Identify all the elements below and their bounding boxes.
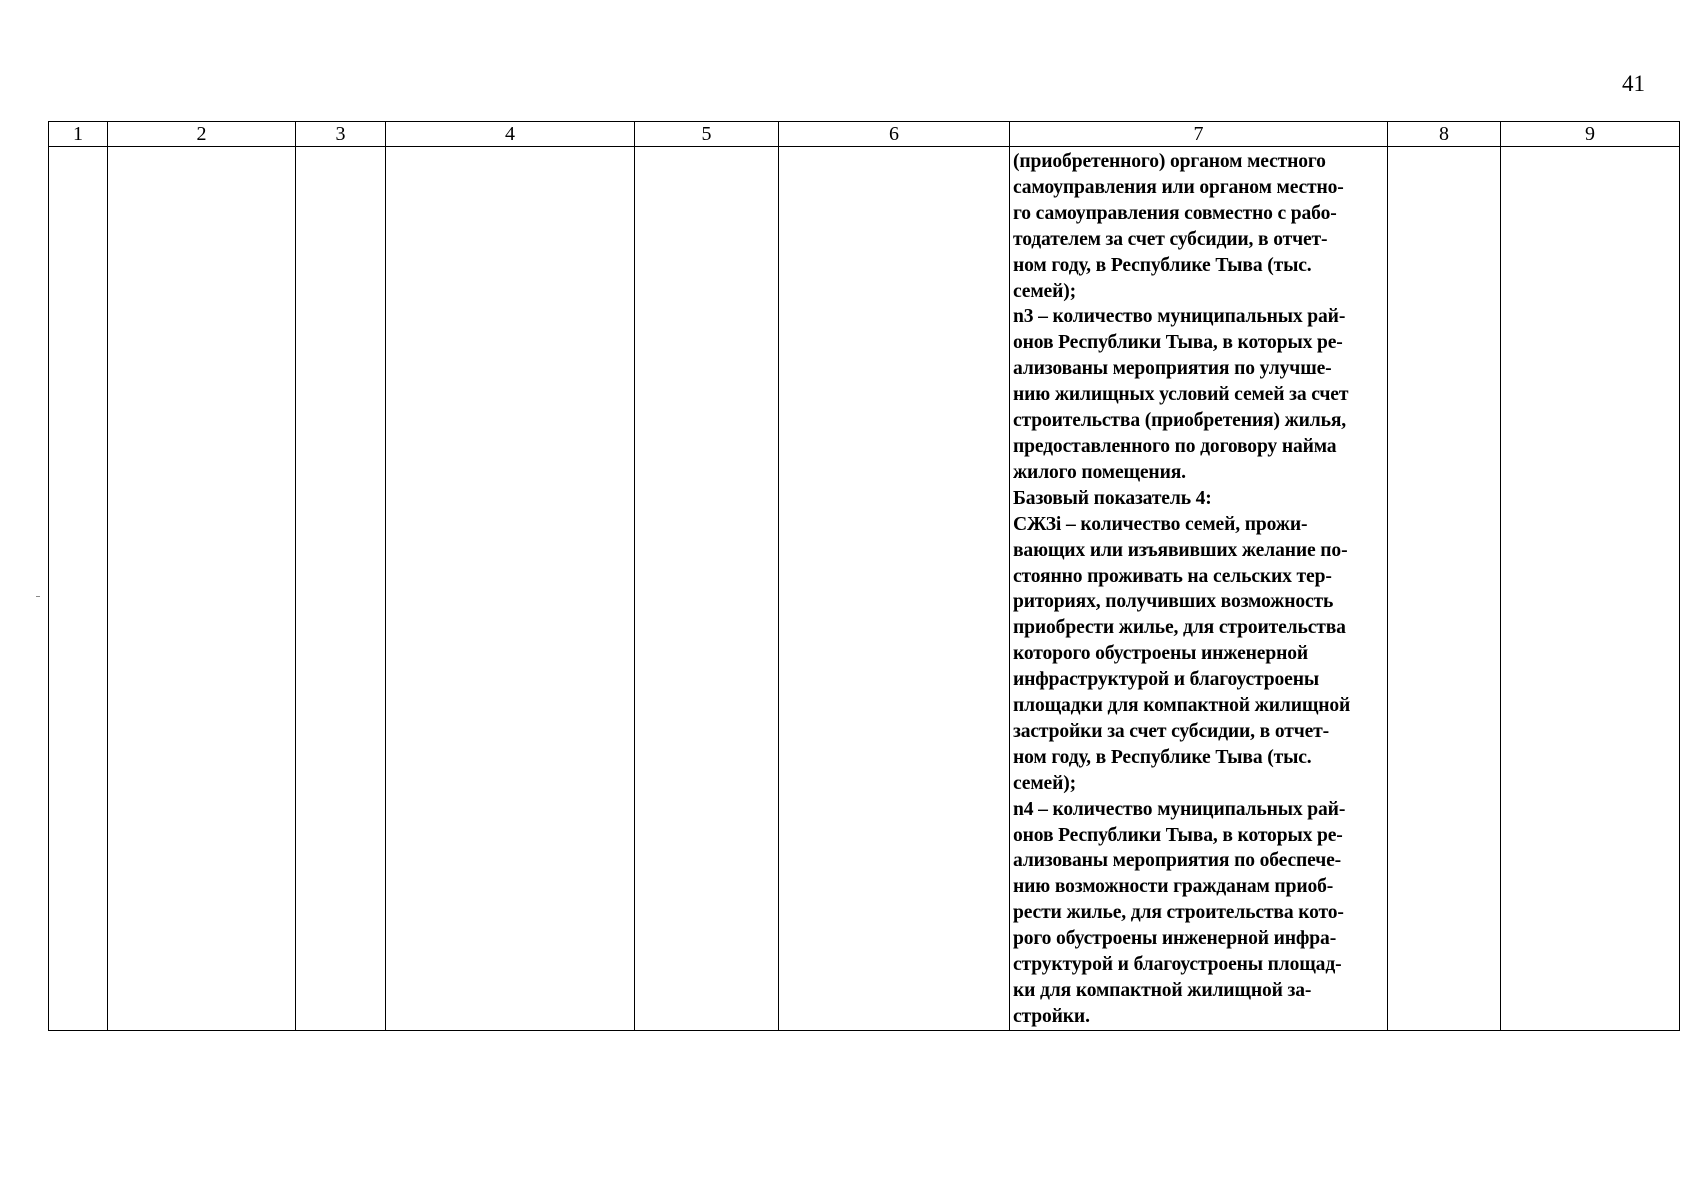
header-cell-9: 9 — [1501, 122, 1680, 147]
header-row — [49, 122, 1680, 147]
scan-mark — [36, 596, 40, 597]
page-number: 41 — [1622, 71, 1645, 96]
header-cell-4: 4 — [386, 122, 635, 147]
cell-col-7 — [1010, 147, 1388, 1031]
cell-col-4 — [386, 147, 635, 1031]
column-7-text: (приобретенного) органом местного самоуправления или органом местно- го самоуправления совместно с рабо- тодателем за счет субсидии, в отчет- ном году, в Республике Тыва (тыс. семей); n3 – количество муниципальных рай- онов Республики Тыва, в которых ре- ализованы мероприятия по улучше- нию жилищных условий семей за счет строительства (приобретения) жилья, предоставленного по договору найма жилого помещения. Базовый показатель 4: СЖЗi – количество семей, прожи- вающих или изъявивших желание по- стоянно проживать на сельских тер- риториях, получивших возможность приобрести жилье, для строительства которого обустроены инженерной инфраструктурой и благоустроены площадки для компактной жилищной застройки за счет субсидии, в отчет- ном году, в Республике Тыва (тыс. семей); n4 – количество муниципальных рай- онов Республики Тыва, в которых ре- ализованы мероприятия по обеспече- нию возможности гражданам приоб- рести жилье, для строительства кото- рого обустроены инженерной инфра- структурой и благоустроены площад- ки для компактной жилищной за- стройки. — [1013, 151, 1351, 1027]
header-cell-7: 7 — [1010, 122, 1388, 147]
cell-col-6 — [779, 147, 1010, 1031]
cell-col-2 — [108, 147, 296, 1031]
header-cell-6: 6 — [779, 122, 1010, 147]
table-row — [49, 147, 1680, 1031]
header-cell-2: 2 — [108, 122, 296, 147]
header-cell-1: 1 — [49, 122, 108, 147]
cell-col-1 — [49, 147, 108, 1031]
cell-col-3 — [296, 147, 386, 1031]
cell-col-5 — [635, 147, 779, 1031]
cell-col-9 — [1501, 147, 1680, 1031]
cell-col-8 — [1388, 147, 1501, 1031]
document-table — [48, 121, 1680, 1031]
header-cell-5: 5 — [635, 122, 779, 147]
header-cell-8: 8 — [1388, 122, 1501, 147]
header-cell-3: 3 — [296, 122, 386, 147]
